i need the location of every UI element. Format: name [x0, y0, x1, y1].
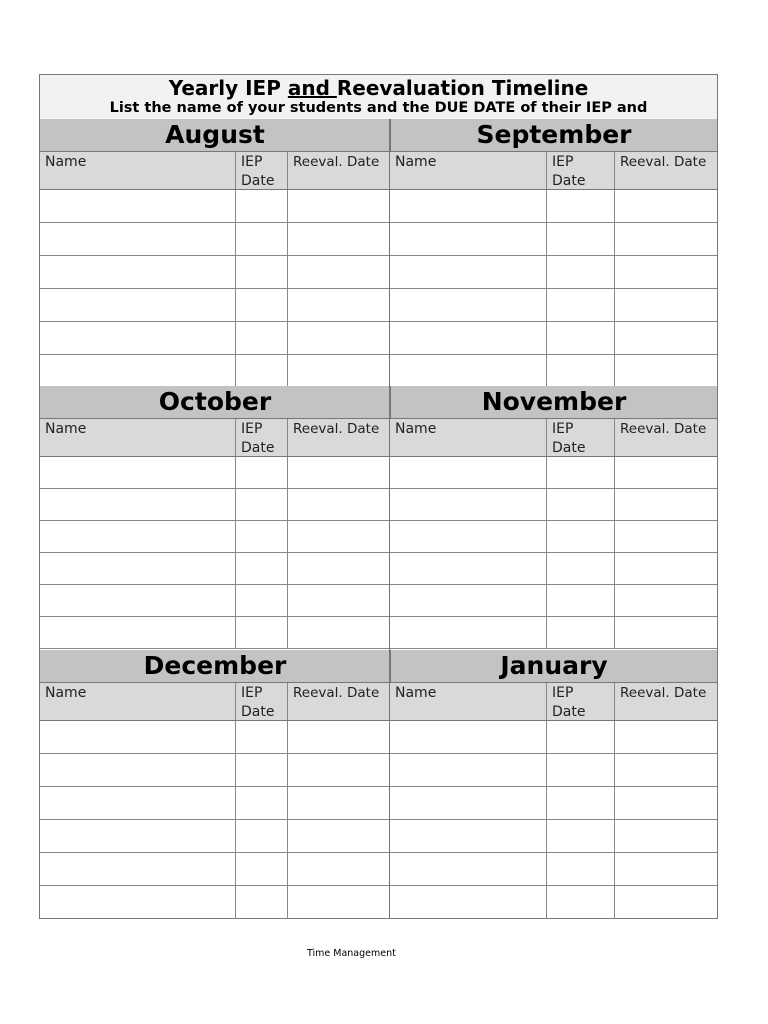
iep-date-cell[interactable] — [236, 489, 288, 521]
reeval-date-column-header — [288, 419, 390, 456]
iep-date-cell[interactable] — [236, 355, 288, 388]
iep-date-column-header — [236, 683, 288, 720]
column-header-label: Date — [241, 704, 275, 720]
student-name-cell[interactable] — [40, 553, 236, 585]
reeval-date-cell[interactable] — [288, 223, 390, 256]
student-name-cell[interactable] — [40, 754, 236, 787]
name-column-header — [390, 152, 547, 189]
iep-date-cell[interactable] — [236, 787, 288, 820]
reeval-date-cell[interactable] — [288, 886, 390, 919]
reeval-date-cell[interactable] — [288, 553, 390, 585]
reeval-date-cell[interactable] — [288, 256, 390, 289]
column-header-label: IEP — [552, 685, 574, 701]
student-name-cell[interactable] — [40, 322, 236, 355]
reeval-date-cell[interactable] — [615, 886, 717, 919]
student-name-cell[interactable] — [40, 585, 236, 617]
reeval-date-cell[interactable] — [288, 521, 390, 553]
column-header-label: IEP — [241, 685, 263, 701]
reeval-date-cell[interactable] — [615, 457, 717, 489]
column-header-label: Reeval. Date — [620, 154, 707, 170]
page-subtitle: List the name of your students and the DUE DATE of their IEP and — [109, 100, 648, 116]
reeval-date-cell[interactable] — [615, 289, 717, 322]
iep-date-cell[interactable] — [236, 617, 288, 649]
iep-date-cell[interactable] — [236, 457, 288, 489]
student-name-cell[interactable] — [390, 256, 547, 289]
reeval-date-cell[interactable] — [288, 322, 390, 355]
column-header-label: Reeval. Date — [620, 421, 707, 437]
iep-date-cell[interactable] — [547, 886, 615, 919]
iep-date-column-header — [236, 419, 288, 456]
reeval-date-cell[interactable] — [288, 585, 390, 617]
iep-date-cell[interactable] — [547, 853, 615, 886]
student-name-cell[interactable] — [40, 721, 236, 754]
footer-text: Time Management — [307, 948, 396, 959]
name-column-header — [40, 152, 236, 189]
column-header-label: Name — [395, 685, 437, 701]
reeval-date-cell[interactable] — [288, 355, 390, 388]
name-column-header — [390, 419, 547, 456]
student-name-cell[interactable] — [390, 521, 547, 553]
reeval-date-column-header — [615, 152, 717, 189]
month-heading: December — [40, 650, 390, 683]
student-name-cell[interactable] — [40, 820, 236, 853]
timeline-sheet — [39, 74, 718, 919]
column-header-label: Date — [552, 173, 586, 189]
name-column-header — [40, 419, 236, 456]
month-heading: November — [390, 386, 717, 419]
iep-date-column-header — [547, 419, 615, 456]
reeval-date-cell[interactable] — [288, 787, 390, 820]
iep-date-cell[interactable] — [236, 190, 288, 223]
student-name-cell[interactable] — [40, 853, 236, 886]
student-name-cell[interactable] — [390, 617, 547, 649]
student-name-cell[interactable] — [40, 355, 236, 388]
column-header-label: Date — [241, 173, 275, 189]
iep-date-cell[interactable] — [547, 457, 615, 489]
name-column-header — [390, 683, 547, 720]
column-header-label: Reeval. Date — [293, 421, 380, 437]
reeval-date-cell[interactable] — [615, 721, 717, 754]
iep-date-cell[interactable] — [236, 322, 288, 355]
reeval-date-cell[interactable] — [288, 457, 390, 489]
iep-date-cell[interactable] — [547, 617, 615, 649]
reeval-date-cell[interactable] — [288, 754, 390, 787]
iep-date-cell[interactable] — [236, 820, 288, 853]
column-header-label: IEP — [241, 154, 263, 170]
column-header-label: Reeval. Date — [293, 685, 380, 701]
column-header-label: Reeval. Date — [620, 685, 707, 701]
student-name-cell[interactable] — [40, 289, 236, 322]
column-header-label: Date — [552, 440, 586, 456]
column-header-label: Name — [45, 421, 87, 437]
student-name-cell[interactable] — [40, 886, 236, 919]
column-header-label: IEP — [241, 421, 263, 437]
iep-date-cell[interactable] — [547, 256, 615, 289]
reeval-date-cell[interactable] — [615, 787, 717, 820]
column-header-label: Name — [45, 685, 87, 701]
reeval-date-cell[interactable] — [615, 820, 717, 853]
reeval-date-cell[interactable] — [615, 322, 717, 355]
student-name-cell[interactable] — [40, 457, 236, 489]
student-name-cell[interactable] — [390, 754, 547, 787]
reeval-date-cell[interactable] — [288, 289, 390, 322]
iep-date-cell[interactable] — [236, 521, 288, 553]
reeval-date-column-header — [288, 152, 390, 189]
reeval-date-cell[interactable] — [615, 489, 717, 521]
student-name-cell[interactable] — [390, 853, 547, 886]
title-underlined: and — [287, 76, 337, 100]
iep-date-cell[interactable] — [547, 489, 615, 521]
title-part: Yearly IEP — [168, 76, 288, 100]
iep-date-cell[interactable] — [236, 223, 288, 256]
student-name-cell[interactable] — [390, 787, 547, 820]
iep-date-cell[interactable] — [547, 355, 615, 388]
column-header-label: Reeval. Date — [293, 154, 380, 170]
iep-date-cell[interactable] — [236, 754, 288, 787]
reeval-date-cell[interactable] — [288, 489, 390, 521]
iep-date-cell[interactable] — [547, 322, 615, 355]
reeval-date-column-header — [615, 683, 717, 720]
iep-date-column-header — [236, 152, 288, 189]
iep-date-column-header — [547, 683, 615, 720]
iep-date-cell[interactable] — [547, 190, 615, 223]
student-name-cell[interactable] — [390, 355, 547, 388]
reeval-date-cell[interactable] — [615, 256, 717, 289]
student-name-cell[interactable] — [40, 787, 236, 820]
column-header-label: Date — [552, 704, 586, 720]
reeval-date-cell[interactable] — [615, 617, 717, 649]
student-name-cell[interactable] — [40, 256, 236, 289]
student-name-cell[interactable] — [40, 489, 236, 521]
student-name-cell[interactable] — [390, 886, 547, 919]
student-name-cell[interactable] — [390, 585, 547, 617]
iep-date-cell[interactable] — [236, 886, 288, 919]
student-name-cell[interactable] — [390, 489, 547, 521]
iep-date-cell[interactable] — [236, 721, 288, 754]
iep-date-cell[interactable] — [547, 223, 615, 256]
reeval-date-cell[interactable] — [615, 223, 717, 256]
column-header-label: IEP — [552, 154, 574, 170]
name-column-header — [40, 683, 236, 720]
student-name-cell[interactable] — [40, 223, 236, 256]
iep-date-cell[interactable] — [236, 853, 288, 886]
column-header-label: Name — [395, 421, 437, 437]
month-heading: January — [390, 650, 717, 683]
iep-date-column-header — [547, 152, 615, 189]
title-box — [40, 75, 717, 120]
reeval-date-cell[interactable] — [615, 553, 717, 585]
student-name-cell[interactable] — [40, 521, 236, 553]
page-title — [40, 76, 717, 100]
student-name-cell[interactable] — [390, 190, 547, 223]
iep-date-cell[interactable] — [547, 820, 615, 853]
iep-date-cell[interactable] — [547, 585, 615, 617]
reeval-date-cell[interactable] — [615, 585, 717, 617]
reeval-date-cell[interactable] — [288, 190, 390, 223]
reeval-date-column-header — [288, 683, 390, 720]
iep-date-cell[interactable] — [236, 289, 288, 322]
reeval-date-cell[interactable] — [288, 617, 390, 649]
reeval-date-cell[interactable] — [615, 853, 717, 886]
student-name-cell[interactable] — [390, 289, 547, 322]
center-divider — [389, 119, 390, 918]
iep-date-cell[interactable] — [547, 553, 615, 585]
month-heading: October — [40, 386, 390, 419]
title-part: Reevaluation Timeline — [336, 76, 589, 100]
student-name-cell[interactable] — [390, 223, 547, 256]
reeval-date-cell[interactable] — [288, 853, 390, 886]
iep-date-cell[interactable] — [547, 289, 615, 322]
student-name-cell[interactable] — [390, 553, 547, 585]
iep-date-cell[interactable] — [236, 585, 288, 617]
column-header-label: Name — [45, 154, 87, 170]
column-header-label: Date — [241, 440, 275, 456]
iep-date-cell[interactable] — [547, 754, 615, 787]
column-header-label: IEP — [552, 421, 574, 437]
student-name-cell[interactable] — [390, 820, 547, 853]
student-name-cell[interactable] — [390, 322, 547, 355]
reeval-date-cell[interactable] — [288, 721, 390, 754]
reeval-date-cell[interactable] — [615, 190, 717, 223]
iep-date-cell[interactable] — [236, 553, 288, 585]
student-name-cell[interactable] — [40, 617, 236, 649]
student-name-cell[interactable] — [40, 190, 236, 223]
reeval-date-cell[interactable] — [288, 820, 390, 853]
iep-date-cell[interactable] — [547, 721, 615, 754]
reeval-date-cell[interactable] — [615, 355, 717, 388]
month-heading: September — [390, 119, 717, 152]
month-heading: August — [40, 119, 390, 152]
student-name-cell[interactable] — [390, 721, 547, 754]
iep-date-cell[interactable] — [547, 521, 615, 553]
reeval-date-cell[interactable] — [615, 754, 717, 787]
reeval-date-cell[interactable] — [615, 521, 717, 553]
iep-date-cell[interactable] — [547, 787, 615, 820]
student-name-cell[interactable] — [390, 457, 547, 489]
reeval-date-column-header — [615, 419, 717, 456]
iep-date-cell[interactable] — [236, 256, 288, 289]
column-header-label: Name — [395, 154, 437, 170]
